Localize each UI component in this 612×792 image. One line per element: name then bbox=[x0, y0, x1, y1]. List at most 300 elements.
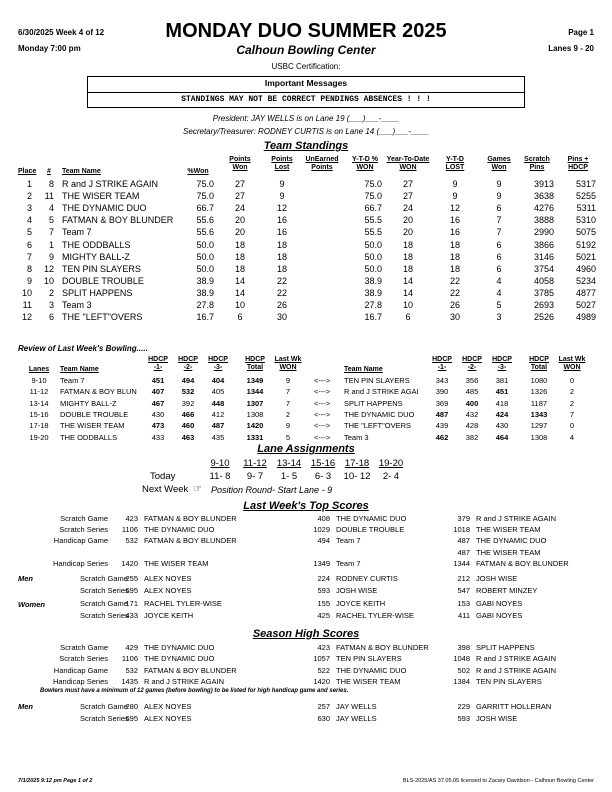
score-value: 695 bbox=[125, 714, 138, 723]
ytd-lost: 22 bbox=[449, 275, 460, 286]
top-men-label: Men bbox=[18, 574, 33, 583]
ytd-pct: 38.9 bbox=[364, 275, 382, 286]
points-won: 18 bbox=[234, 251, 245, 262]
last-week-won: 2 bbox=[285, 409, 291, 419]
col-place: Place bbox=[18, 168, 37, 175]
lanes: 11-12 bbox=[29, 387, 49, 397]
pct-won: 27.8 bbox=[196, 300, 214, 310]
pct-won: 50.0 bbox=[196, 251, 214, 262]
score-label: Scratch Game bbox=[60, 514, 108, 523]
score-name: GABI NOYES bbox=[476, 599, 523, 608]
team-name: FATMAN & BOY BLUNDER bbox=[62, 215, 174, 226]
scratch-pins: 3913 bbox=[533, 179, 554, 189]
score-value: 280 bbox=[125, 702, 138, 711]
ytd-pct: 27.8 bbox=[364, 300, 382, 310]
games-won: 7 bbox=[496, 215, 502, 226]
score: 392 bbox=[181, 398, 195, 408]
team-number: 6 bbox=[48, 312, 54, 323]
vs-arrow: <---> bbox=[314, 398, 331, 408]
team-name: THE "LEFT"OVERS bbox=[62, 312, 143, 323]
lane-pair: 11-12 bbox=[243, 458, 267, 469]
ytd-won: 14 bbox=[402, 275, 413, 286]
score-name: THE DYNAMIC DUO bbox=[336, 665, 407, 675]
lanes: 15-16 bbox=[29, 409, 49, 419]
score-value: 153 bbox=[457, 599, 470, 608]
score: 343 bbox=[435, 376, 449, 385]
score-label: Scratch Series bbox=[59, 654, 108, 664]
points-won: 20 bbox=[234, 227, 245, 238]
score-name: ROBERT MINZEY bbox=[476, 586, 538, 595]
scratch-pins: 3754 bbox=[533, 263, 554, 274]
next-week-label: Next Week bbox=[142, 484, 189, 495]
standings-title: Team Standings bbox=[263, 140, 349, 152]
last-week-won: 0 bbox=[569, 376, 575, 385]
ytd-lost: 18 bbox=[449, 251, 460, 262]
team-name: THE DYNAMIC DUO bbox=[344, 409, 415, 419]
review-row bbox=[0, 388, 612, 399]
pct-won: 66.7 bbox=[196, 203, 214, 214]
team-name: THE WISER TEAM bbox=[60, 421, 125, 431]
score-label: Scratch Game bbox=[80, 702, 128, 711]
score-name: THE WISER TEAM bbox=[476, 525, 541, 535]
team-number: 4 bbox=[48, 203, 54, 214]
score-label: Scratch Series bbox=[80, 714, 129, 723]
season-note: Bowlers must have a minimum of 12 games (before bowling) to be listed for high handicap game and series. bbox=[40, 688, 349, 694]
team-name: THE ODDBALLS bbox=[60, 432, 118, 442]
place: 6 bbox=[26, 239, 32, 250]
ytd-won: 18 bbox=[402, 251, 413, 262]
score-value: 1106 bbox=[121, 654, 138, 664]
col-team: Team Name bbox=[62, 168, 101, 175]
games-won: 6 bbox=[496, 203, 502, 214]
score: 451 bbox=[151, 376, 165, 385]
score: 428 bbox=[465, 421, 479, 431]
last-week-won: 7 bbox=[285, 387, 291, 397]
score-name: RACHEL TYLER-WISE bbox=[144, 599, 222, 608]
standings-row bbox=[0, 227, 612, 239]
score: 451 bbox=[495, 387, 509, 397]
standings-row bbox=[0, 252, 612, 264]
score: 460 bbox=[181, 421, 195, 431]
vs-arrow: <---> bbox=[314, 421, 331, 431]
col-ytd-pct: Y-T-D % WON bbox=[351, 156, 379, 172]
points-won: 20 bbox=[234, 215, 245, 226]
team-number: 2 bbox=[48, 287, 54, 298]
col-ytd-won: Year-To-Date WON bbox=[386, 156, 430, 172]
score: 462 bbox=[435, 432, 449, 442]
messages-text: STANDINGS MAY NOT BE CORRECT PENDINGS ABSENCES ! ! ! bbox=[181, 95, 431, 104]
scratch-pins: 4276 bbox=[533, 203, 554, 214]
pins-hdcp: 5234 bbox=[575, 275, 596, 286]
score-value: 379 bbox=[457, 514, 470, 523]
rv-col-team2: Team Name bbox=[344, 366, 383, 373]
rv-col-g3: HDCP -3- bbox=[208, 356, 228, 372]
pointing-hand-icon: ☞ bbox=[193, 484, 202, 495]
today-matchup: 10- 12 bbox=[343, 471, 371, 482]
score-name: THE DYNAMIC DUO bbox=[144, 643, 215, 652]
score-value: 171 bbox=[125, 599, 138, 608]
ytd-lost: 30 bbox=[449, 312, 460, 323]
standings-row bbox=[0, 300, 612, 312]
footer-timestamp: 7/1/2025 9:12 pm Page 1 of 2 bbox=[18, 778, 93, 784]
team-name: THE ODDBALLS bbox=[62, 239, 131, 250]
ytd-pct: 55.5 bbox=[364, 227, 382, 238]
score: 1080 bbox=[530, 376, 548, 385]
top-women-label: Women bbox=[18, 600, 45, 609]
score-label: Handicap Game bbox=[53, 536, 108, 546]
scratch-pins: 4058 bbox=[533, 275, 554, 286]
team-number: 9 bbox=[48, 251, 54, 262]
score-value: 1435 bbox=[121, 676, 138, 686]
season-high-title: Season High Scores bbox=[252, 628, 360, 640]
vs-arrow: <---> bbox=[314, 376, 331, 385]
score-name: ALEX NOYES bbox=[144, 574, 192, 583]
team-number: 1 bbox=[48, 239, 54, 250]
score-label: Scratch Series bbox=[59, 525, 108, 535]
messages-title: Important Messages bbox=[88, 79, 524, 93]
scratch-pins: 3146 bbox=[533, 251, 554, 262]
score: 433 bbox=[151, 432, 165, 442]
score-value: 155 bbox=[317, 599, 330, 608]
score-name: Team 7 bbox=[336, 558, 361, 568]
score-value: 1029 bbox=[313, 525, 330, 535]
scratch-pins: 3888 bbox=[533, 215, 554, 226]
ytd-lost: 18 bbox=[449, 263, 460, 274]
place: 8 bbox=[26, 263, 32, 274]
team-name: R and J STRIKE AGAIN bbox=[62, 179, 159, 189]
today-matchup: 11- 8 bbox=[209, 471, 231, 482]
team-name: THE WISER TEAM bbox=[62, 191, 140, 202]
pins-hdcp: 5192 bbox=[575, 239, 596, 250]
games-won: 9 bbox=[496, 191, 502, 202]
vs-arrow: <---> bbox=[314, 409, 331, 419]
score-name: Team 7 bbox=[336, 536, 361, 546]
col-num: # bbox=[47, 168, 51, 175]
score: 432 bbox=[465, 409, 479, 419]
games-won: 4 bbox=[496, 287, 502, 298]
vs-arrow: <---> bbox=[314, 432, 331, 442]
ytd-lost: 16 bbox=[449, 227, 460, 238]
standings-row bbox=[0, 276, 612, 288]
pins-hdcp: 5021 bbox=[575, 251, 596, 262]
points-won: 27 bbox=[234, 179, 245, 189]
games-won: 7 bbox=[496, 227, 502, 238]
pins-hdcp: 5075 bbox=[575, 227, 596, 238]
games-won: 9 bbox=[496, 179, 502, 189]
score-name: RODNEY CURTIS bbox=[336, 574, 398, 583]
pct-won: 38.9 bbox=[196, 275, 214, 286]
games-won: 5 bbox=[496, 300, 502, 310]
ytd-pct: 50.0 bbox=[364, 239, 382, 250]
scratch-pins: 3866 bbox=[533, 239, 554, 250]
ytd-pct: 66.7 bbox=[364, 203, 382, 214]
score-name: GABI NOYES bbox=[476, 611, 523, 620]
ytd-pct: 50.0 bbox=[364, 251, 382, 262]
team-name: Team 3 bbox=[62, 300, 92, 310]
score: 381 bbox=[495, 376, 509, 385]
team-name: FATMAN & BOY BLUN bbox=[60, 387, 137, 397]
score-row bbox=[0, 587, 612, 599]
lanes: 17-18 bbox=[29, 421, 49, 431]
score-name: THE DYNAMIC DUO bbox=[144, 525, 215, 535]
team-number: 5 bbox=[48, 215, 54, 226]
score: 1331 bbox=[246, 432, 264, 442]
pins-hdcp: 5255 bbox=[575, 191, 596, 202]
ytd-won: 24 bbox=[402, 203, 413, 214]
score-label: Handicap Game bbox=[53, 665, 108, 675]
page-number: Page 1 bbox=[568, 28, 594, 37]
president-line: President: JAY WELLS is on Lane 19 (___)___-____ bbox=[212, 114, 400, 123]
ytd-lost: 9 bbox=[452, 179, 458, 189]
points-lost: 18 bbox=[276, 251, 287, 262]
team-name: R and J STRIKE AGAI bbox=[344, 387, 419, 397]
score-name: JOSH WISE bbox=[476, 714, 518, 723]
score-name: JAY WELLS bbox=[336, 714, 377, 723]
score-label: Scratch Series bbox=[80, 611, 129, 620]
score-value: 532 bbox=[125, 665, 138, 675]
score-name: THE WISER TEAM bbox=[336, 676, 401, 686]
standings-row bbox=[0, 179, 612, 191]
score-row bbox=[0, 715, 612, 727]
score-value: 423 bbox=[125, 514, 138, 523]
score: 430 bbox=[495, 421, 509, 431]
points-lost: 22 bbox=[276, 287, 287, 298]
score-name: FATMAN & BOY BLUNDER bbox=[144, 536, 237, 546]
score-value: 408 bbox=[317, 514, 330, 523]
score: 473 bbox=[151, 421, 165, 431]
place: 12 bbox=[21, 312, 32, 323]
score-value: 433 bbox=[125, 611, 138, 620]
ytd-pct: 55.5 bbox=[364, 215, 382, 226]
rv-col-b2: HDCP -2- bbox=[462, 356, 482, 372]
date-week: 6/30/2025 Week 4 of 12 bbox=[18, 28, 105, 37]
games-won: 6 bbox=[496, 263, 502, 274]
score-name: FATMAN & BOY BLUNDER bbox=[476, 558, 569, 568]
rv-col-b1: HDCP -1- bbox=[432, 356, 452, 372]
lane-pair: 19-20 bbox=[378, 458, 404, 469]
pins-hdcp: 4877 bbox=[575, 287, 596, 298]
score-name: TEN PIN SLAYERS bbox=[336, 654, 402, 664]
score-value: 487 bbox=[457, 547, 470, 557]
points-won: 18 bbox=[234, 239, 245, 250]
pins-hdcp: 5027 bbox=[575, 300, 596, 310]
ytd-lost: 18 bbox=[449, 239, 460, 250]
rv-col-team: Team Name bbox=[60, 366, 99, 373]
score-value: 630 bbox=[317, 714, 330, 723]
ytd-pct: 75.0 bbox=[364, 191, 382, 202]
score-value: 547 bbox=[457, 586, 470, 595]
pct-won: 50.0 bbox=[196, 239, 214, 250]
last-week-won: 9 bbox=[285, 421, 291, 431]
score: 356 bbox=[465, 376, 479, 385]
score: 1349 bbox=[246, 376, 264, 385]
score-value: 1344 bbox=[453, 558, 470, 568]
team-number: 12 bbox=[43, 263, 54, 274]
score: 448 bbox=[211, 398, 225, 408]
team-name: DOUBLE TROUBLE bbox=[62, 275, 144, 286]
score-name: THE DYNAMIC DUO bbox=[144, 654, 215, 664]
score: 1343 bbox=[530, 409, 548, 419]
team-number: 10 bbox=[43, 275, 54, 286]
score: 485 bbox=[465, 387, 479, 397]
standings-row bbox=[0, 312, 612, 324]
lane-pair: 15-16 bbox=[310, 458, 336, 469]
last-week-won: 4 bbox=[569, 432, 575, 442]
score: 1308 bbox=[530, 432, 548, 442]
ytd-pct: 75.0 bbox=[364, 179, 382, 189]
team-name: MIGHTY BALL-Z bbox=[62, 251, 130, 262]
score-name: ALEX NOYES bbox=[144, 586, 192, 595]
score-label: Scratch Game bbox=[80, 599, 128, 608]
score-value: 1384 bbox=[453, 676, 470, 686]
score-name: THE WISER TEAM bbox=[144, 558, 209, 568]
day-time: Monday 7:00 pm bbox=[18, 44, 81, 53]
ytd-won: 18 bbox=[402, 263, 413, 274]
rv-col-b3: HDCP -3- bbox=[492, 356, 512, 372]
col-pts-won: Points Won bbox=[229, 156, 251, 172]
review-row bbox=[0, 422, 612, 433]
pins-hdcp: 5310 bbox=[575, 215, 596, 226]
team-number: 7 bbox=[48, 227, 54, 238]
place: 5 bbox=[26, 227, 32, 238]
games-won: 3 bbox=[496, 312, 502, 323]
today-matchup: 1- 5 bbox=[280, 471, 298, 482]
ytd-won: 14 bbox=[402, 287, 413, 298]
team-name: Team 7 bbox=[62, 227, 92, 238]
place: 10 bbox=[21, 287, 32, 298]
score: 1297 bbox=[530, 421, 548, 431]
pct-won: 38.9 bbox=[196, 287, 214, 298]
score-value: 224 bbox=[317, 574, 330, 583]
rv-col-g1: HDCP -1- bbox=[148, 356, 168, 372]
team-number: 8 bbox=[48, 179, 54, 189]
score-value: 425 bbox=[317, 611, 330, 620]
team-name: SPLIT HAPPENS bbox=[62, 287, 133, 298]
place: 4 bbox=[26, 215, 32, 226]
score-label: Handicap Series bbox=[52, 558, 108, 568]
score-value: 255 bbox=[125, 574, 138, 583]
score-name: R and J STRIKE AGAIN bbox=[476, 514, 557, 523]
pct-won: 75.0 bbox=[196, 179, 214, 189]
col-games: Games Won bbox=[487, 156, 511, 172]
pins-hdcp: 5311 bbox=[576, 203, 596, 214]
col-scratch: Scratch Pins bbox=[524, 156, 550, 172]
points-won: 24 bbox=[234, 203, 245, 214]
score: 1344 bbox=[246, 387, 264, 397]
ytd-lost: 26 bbox=[449, 300, 460, 310]
pct-won: 16.7 bbox=[196, 312, 214, 323]
score-value: 1018 bbox=[453, 525, 470, 535]
lane-pair: 17-18 bbox=[344, 458, 370, 469]
score-value: 429 bbox=[125, 643, 138, 652]
ytd-won: 27 bbox=[402, 179, 413, 189]
col-pct: %Won bbox=[187, 168, 209, 175]
score: 369 bbox=[435, 398, 449, 408]
score-name: R and J STRIKE AGAIN bbox=[476, 665, 557, 675]
points-lost: 9 bbox=[279, 191, 285, 202]
review-title: Review of Last Week's Bowling..... bbox=[18, 344, 148, 353]
score-name: JOSH WISE bbox=[476, 574, 518, 583]
ytd-pct: 16.7 bbox=[364, 312, 382, 323]
score: 467 bbox=[151, 398, 165, 408]
ytd-lost: 12 bbox=[449, 203, 460, 214]
score-name: FATMAN & BOY BLUNDER bbox=[144, 665, 237, 675]
scratch-pins: 2693 bbox=[533, 300, 554, 310]
today-matchup: 2- 4 bbox=[382, 471, 400, 482]
score-row bbox=[0, 560, 612, 572]
points-lost: 16 bbox=[276, 227, 287, 238]
ytd-lost: 9 bbox=[452, 191, 458, 202]
points-lost: 18 bbox=[276, 263, 287, 274]
points-lost: 12 bbox=[276, 203, 287, 214]
score-value: 212 bbox=[457, 574, 470, 583]
games-won: 6 bbox=[496, 251, 502, 262]
team-name: DOUBLE TROUBLE bbox=[60, 409, 129, 419]
footer-license: BLS-2025/AS 37.05.05 licensed to Zacary Davidson - Calhoun Bowling Center bbox=[402, 778, 594, 784]
score-label: Scratch Game bbox=[60, 643, 108, 652]
score-value: 522 bbox=[317, 665, 330, 675]
place: 2 bbox=[26, 191, 32, 202]
col-pins-hdcp: Pins + HDCP bbox=[567, 156, 589, 172]
points-won: 6 bbox=[237, 312, 243, 323]
score-row bbox=[0, 612, 612, 624]
rv-col-won: Last Wk WON bbox=[274, 356, 302, 372]
pct-won: 55.6 bbox=[196, 227, 214, 238]
next-week-text: Position Round- Start Lane - 9 bbox=[211, 485, 333, 495]
score: 404 bbox=[211, 376, 225, 385]
score: 1187 bbox=[530, 398, 548, 408]
team-number: 3 bbox=[48, 300, 54, 310]
lanes: 13-14 bbox=[29, 398, 49, 408]
ytd-won: 6 bbox=[405, 312, 411, 323]
score: 463 bbox=[181, 432, 195, 442]
score: 412 bbox=[211, 409, 225, 419]
ytd-won: 18 bbox=[402, 239, 413, 250]
rv-col-g2: HDCP -2- bbox=[178, 356, 198, 372]
standings-row bbox=[0, 191, 612, 203]
standings-row bbox=[0, 240, 612, 252]
score: 418 bbox=[495, 398, 509, 408]
points-lost: 18 bbox=[276, 239, 287, 250]
score-name: RACHEL TYLER-WISE bbox=[336, 611, 414, 620]
rv-col-total2: HDCP Total bbox=[529, 356, 549, 372]
pins-hdcp: 5317 bbox=[575, 179, 596, 189]
scratch-pins: 3785 bbox=[533, 287, 554, 298]
col-ytd-lost: Y-T-D LOST bbox=[445, 156, 465, 172]
score: 494 bbox=[181, 376, 195, 385]
team-name: THE DYNAMIC DUO bbox=[62, 203, 147, 214]
col-pts-lost: Points Lost bbox=[271, 156, 293, 172]
scratch-pins: 2526 bbox=[533, 312, 554, 323]
team-name: TEN PIN SLAYERS bbox=[344, 376, 410, 385]
score-value: 502 bbox=[457, 665, 470, 675]
pins-hdcp: 4960 bbox=[575, 263, 596, 274]
ytd-lost: 16 bbox=[449, 215, 460, 226]
last-week-won: 7 bbox=[569, 409, 575, 419]
score: 464 bbox=[495, 432, 509, 442]
score: 466 bbox=[181, 409, 195, 419]
score-name: THE DYNAMIC DUO bbox=[476, 536, 547, 546]
team-number: 11 bbox=[44, 191, 54, 202]
score-value: 593 bbox=[457, 714, 470, 723]
games-won: 6 bbox=[496, 239, 502, 250]
team-name: THE "LEFT"OVERS bbox=[344, 421, 412, 431]
pct-won: 50.0 bbox=[196, 263, 214, 274]
score-name: THE DYNAMIC DUO bbox=[336, 514, 407, 523]
score: 439 bbox=[435, 421, 449, 431]
standings-row bbox=[0, 264, 612, 276]
score-label: Scratch Series bbox=[80, 586, 129, 595]
